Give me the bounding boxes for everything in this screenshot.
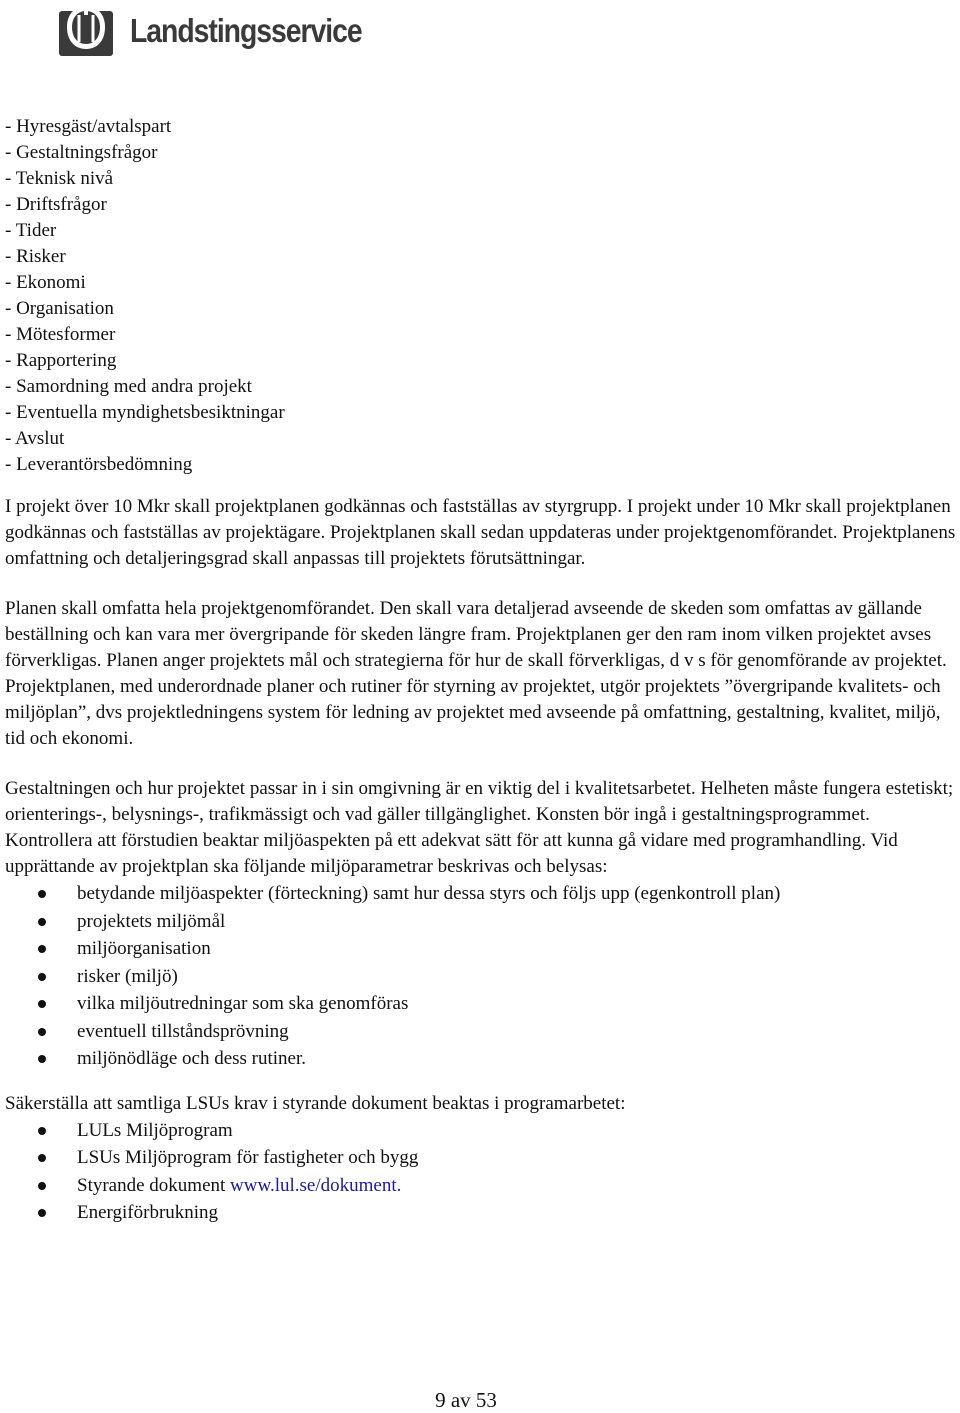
paragraph-approval: I projekt över 10 Mkr skall projektplanen godkännas och fastställas av styrgrupp. I projekt under 10 Mkr skall projektplanen godkännas och fastställas av projektägare. Projektplanen skall sedan uppdateras under projektgenomförandet. Projektplanens omfattning och detaljeringsgrad skall anpassas till projektets förutsättningar. — [5, 496, 956, 569]
list-item: LULs Miljöprogram — [5, 1117, 957, 1145]
dash-list — [5, 114, 957, 478]
list-item: - Tider — [5, 220, 57, 241]
environment-bullet-list — [5, 880, 957, 1073]
list-item: - Rapportering — [5, 350, 117, 371]
list-item: LSUs Miljöprogram för fastigheter och bygg — [5, 1144, 957, 1172]
list-item: - Teknisk nivå — [5, 168, 114, 189]
list-item: - Samordning med andra projekt — [5, 376, 252, 397]
list-item: - Ekonomi — [5, 272, 86, 293]
list-item: betydande miljöaspekter (förteckning) samt hur dessa styrs och följs upp (egenkontroll plan) — [5, 880, 957, 908]
list-item: - Driftsfrågor — [5, 194, 107, 215]
list-item — [5, 1172, 957, 1200]
list-item-text: Styrande dokument — [77, 1174, 231, 1196]
paragraph-gestaltning: Gestaltningen och hur projektet passar in i sin omgivning är en viktig del i kvalitetsarbetet. Helheten måste fungera estetiskt; orienterings-, belysnings-, trafikmässigt och vad gäller tillgänglighet. Konsten bör ingå i gestaltningsprogrammet. — [5, 778, 954, 825]
paragraph-environment: Kontrollera att förstudien beaktar miljöaspekten på ett adekvat sätt för att kunna gå vidare med programhandling. Vid upprättande av projektplan ska följande miljöparametrar beskrivas och belysas: — [5, 830, 898, 877]
list-item: - Mötesformer — [5, 324, 116, 345]
list-item: risker (miljö) — [5, 963, 957, 991]
list-item: - Eventuella myndighetsbesiktningar — [5, 402, 285, 423]
document-body — [5, 114, 957, 1227]
list-item: Energiförbrukning — [5, 1199, 957, 1227]
list-item: vilka miljöutredningar som ska genomföras — [5, 990, 957, 1018]
logo-text: Landstingsservice — [130, 12, 362, 49]
list-item: - Gestaltningsfrågor — [5, 142, 158, 163]
landstingsservice-logo-icon — [58, 1, 114, 57]
list-item: - Hyresgäst/avtalspart — [5, 116, 172, 137]
list-item: - Risker — [5, 246, 66, 267]
paragraph-lsu-requirements: Säkerställa att samtliga LSUs krav i styrande dokument beaktas i programarbetet: — [5, 1092, 626, 1114]
lsu-bullet-list — [5, 1117, 957, 1227]
dokument-link[interactable]: www.lul.se/dokument. — [230, 1174, 402, 1196]
list-item: - Leverantörsbedömning — [5, 454, 193, 475]
page-number: 9 av 53 — [435, 1388, 497, 1412]
list-item: miljöorganisation — [5, 935, 957, 963]
paragraph-plan-scope: Planen skall omfatta hela projektgenomförandet. Den skall vara detaljerad avseende de skeden som omfattas av gällande beställning och kan vara mer övergripande för skeden längre fram. Projektplanen ger den ram inom vilken projektet avses förverkligas. Planen anger projektets mål och strategierna för hur de skall förverkligas, d v s för genomförande av projektet. Projektplanen, med underordnade planer och rutiner för styrning av projektet, utgör projektets ”övergripande kvalitets- och miljöplan”, dvs projektledningens system för ledning av projektet med avseende på omfattning, gestaltning, kvalitet, miljö, tid och ekonomi. — [5, 598, 947, 749]
list-item: - Avslut — [5, 428, 65, 449]
list-item: projektets miljömål — [5, 908, 957, 936]
list-item: miljönödläge och dess rutiner. — [5, 1045, 957, 1073]
list-item: eventuell tillståndsprövning — [5, 1018, 957, 1046]
list-item: - Organisation — [5, 298, 114, 319]
header — [58, 0, 399, 58]
